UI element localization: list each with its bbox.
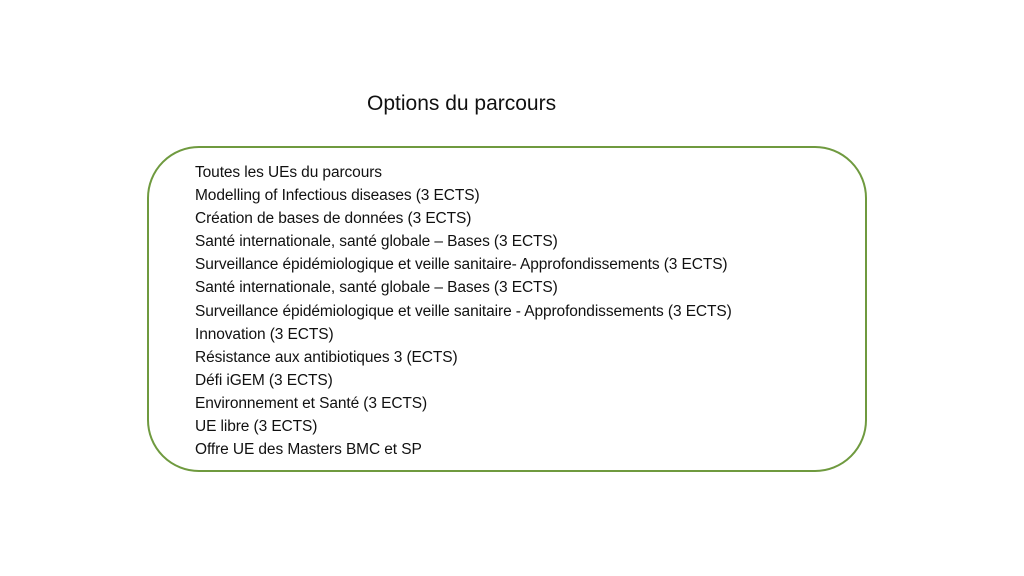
option-item: Environnement et Santé (3 ECTS) [195,394,428,412]
option-item: Modelling of Infectious diseases (3 ECTS) [195,187,480,205]
option-item: Toutes les UEs du parcours [195,164,382,181]
option-item: Résistance aux antibiotiques 3 (ECTS) [195,348,458,366]
option-item: Offre UE des Masters BMC et SP [195,441,422,459]
option-item: Santé internationale, santé globale – Bases (3 ECTS) [195,279,558,297]
option-item: UE libre (3 ECTS) [195,418,318,436]
options-list [195,161,732,461]
slide-title: Options du parcours [367,92,557,115]
option-item: Innovation (3 ECTS) [195,325,334,343]
option-item: Défi iGEM (3 ECTS) [195,371,333,389]
option-item: Création de bases de données (3 ECTS) [195,210,472,228]
option-item: Surveillance épidémiologique et veille sanitaire- Approfondissements (3 ECTS) [195,256,728,274]
option-item: Santé internationale, santé globale – Bases (3 ECTS) [195,233,558,251]
option-item: Surveillance épidémiologique et veille sanitaire - Approfondissements (3 ECTS) [195,302,732,320]
